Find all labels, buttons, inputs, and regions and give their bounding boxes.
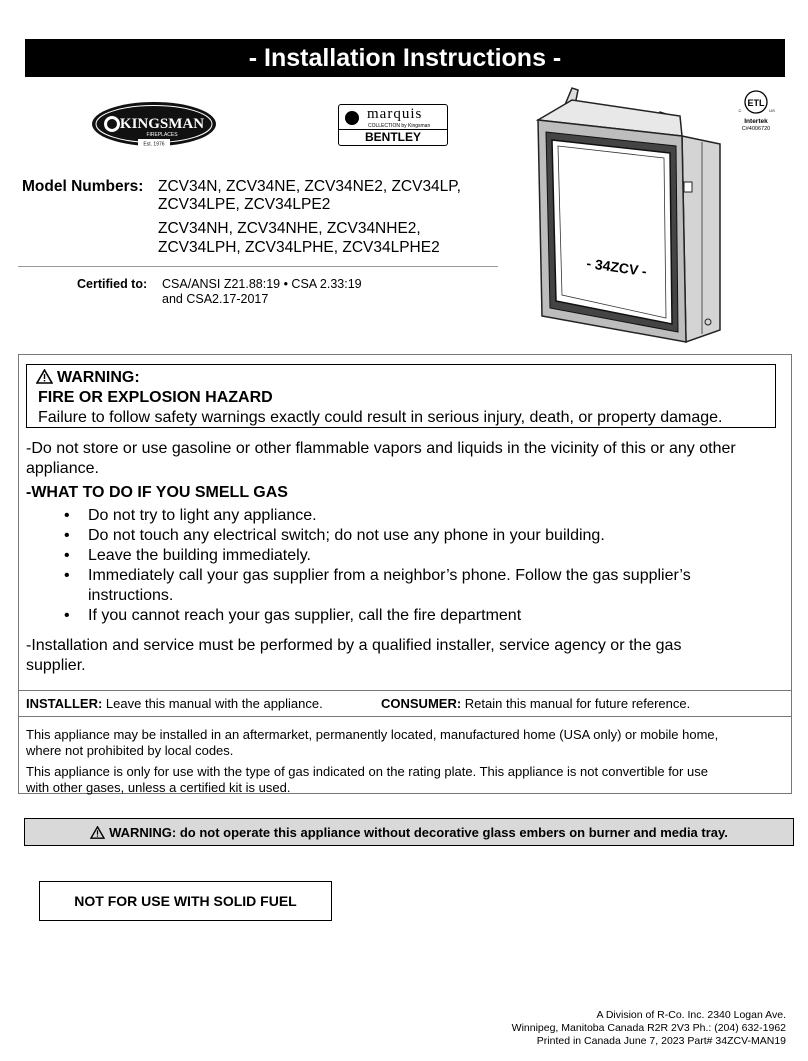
ember-warning-banner: WARNING: do not operate this appliance without decorative glass embers on burner and media tray. <box>24 818 794 846</box>
not-for-solid-fuel-box: NOT FOR USE WITH SOLID FUEL <box>39 881 332 921</box>
kingsman-wordmark: KINGSMAN <box>119 116 205 132</box>
divider <box>18 716 792 717</box>
smell-gas-heading: -WHAT TO DO IF YOU SMELL GAS <box>26 484 288 501</box>
svg-text:C: C <box>738 108 742 113</box>
list-item: • Immediately call your gas supplier from a neighbor’s phone. Follow the gas supplier’s <box>60 566 691 586</box>
svg-text:Est. 1976: Est. 1976 <box>143 141 165 148</box>
smell-gas-steps <box>60 506 691 626</box>
warning-triangle-icon <box>36 369 53 384</box>
fireplace-insert-drawing <box>532 86 738 348</box>
svg-text:FIREPLACES: FIREPLACES <box>146 132 178 138</box>
warning-triangle-icon <box>90 826 105 839</box>
divider <box>18 266 498 267</box>
bentley-series-label: BENTLEY <box>339 129 447 144</box>
svg-text:C#4006720: C#4006720 <box>741 126 771 132</box>
qualified-installer-notice: -Installation and service must be performed by a qualified installer, service agency or the gas <box>26 637 682 654</box>
footer-print-info: Printed in Canada June 7, 2023 Part# 34ZCV-MAN19 <box>536 1035 786 1047</box>
model-numbers-label: Model Numbers: <box>22 178 144 195</box>
list-item: • Do not try to light any appliance. <box>60 506 691 526</box>
footer-address: A Division of R-Co. Inc. 2340 Logan Ave. <box>596 1009 786 1021</box>
kingsman-logo <box>90 100 218 150</box>
footer-address: Winnipeg, Manitoba Canada R2R 2V3 Ph.: (204) 632-1962 <box>511 1022 786 1034</box>
mobile-home-notice: where not prohibited by local codes. <box>26 743 234 758</box>
list-item: • If you cannot reach your gas supplier, call the fire department <box>60 606 691 626</box>
certification-standard: and CSA2.17-2017 <box>162 292 269 306</box>
list-item: instructions. <box>88 587 174 604</box>
svg-text:ETL: ETL <box>747 98 765 108</box>
list-item: • Leave the building immediately. <box>60 546 691 566</box>
warning-failure-text: Failure to follow safety warnings exactly could result in serious injury, death, or property damage. <box>38 409 723 426</box>
model-line: ZCV34LPH, ZCV34LPHE, ZCV34LPHE2 <box>158 239 440 256</box>
certification-standard: CSA/ANSI Z21.88:19 • CSA 2.33:19 <box>162 277 362 291</box>
flammable-vapors-warning: -Do not store or use gasoline or other flammable vapors and liquids in the vicinity of this or any other <box>26 440 736 457</box>
list-item: • Do not touch any electrical switch; do not use any phone in your building. <box>60 526 691 546</box>
page-title: - Installation Instructions - <box>248 43 562 72</box>
model-line: ZCV34LPE, ZCV34LPE2 <box>158 196 331 213</box>
model-line: ZCV34N, ZCV34NE, ZCV34NE2, ZCV34LP, <box>158 178 461 195</box>
etl-listed-mark <box>734 88 778 134</box>
qualified-installer-notice: supplier. <box>26 657 86 674</box>
warning-hazard: FIRE OR EXPLOSION HAZARD <box>38 389 273 406</box>
consumer-notice: CONSUMER: Retain this manual for future reference. <box>381 696 691 711</box>
certified-to-label: Certified to: <box>77 277 148 291</box>
model-line: ZCV34NH, ZCV34NHE, ZCV34NHE2, <box>158 220 421 237</box>
svg-text:Intertek: Intertek <box>744 118 768 125</box>
divider <box>18 690 792 691</box>
svg-text:US: US <box>769 108 775 113</box>
gas-type-notice: with other gases, unless a certified kit is used. <box>26 780 291 795</box>
warning-title: WARNING: <box>36 369 140 387</box>
gas-type-notice: This appliance is only for use with the type of gas indicated on the rating plate. This appliance is not convertible for use <box>26 764 708 779</box>
marquis-collection-logo: marquis COLLECTION by Kingsman BENTLEY <box>338 104 448 146</box>
flame-icon <box>345 111 359 125</box>
mobile-home-notice: This appliance may be installed in an aftermarket, permanently located, manufactured home (USA only) or mobile home, <box>26 727 719 742</box>
product-label: - 34ZCV - <box>585 254 648 280</box>
flammable-vapors-warning: appliance. <box>26 460 99 477</box>
page-title-banner <box>25 39 785 77</box>
installer-notice: INSTALLER: Leave this manual with the appliance. <box>26 696 323 711</box>
